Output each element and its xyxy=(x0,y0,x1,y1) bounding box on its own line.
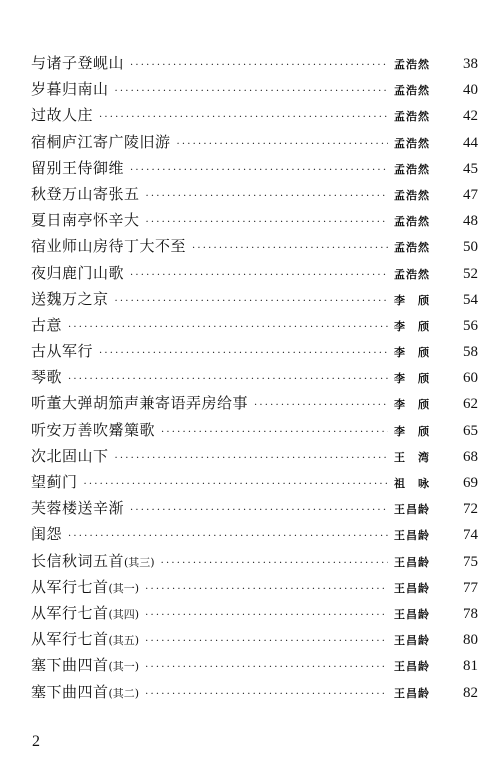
entry-subtitle: (其二) xyxy=(108,686,140,700)
entry-author: 孟浩然 xyxy=(394,110,430,124)
toc-entry[interactable] xyxy=(31,469,478,495)
toc-entry[interactable] xyxy=(31,338,478,364)
dot-leader xyxy=(130,158,388,184)
toc-entry[interactable] xyxy=(31,181,478,207)
entry-subtitle: (其一) xyxy=(108,660,140,674)
entry-title: 岁暮归南山 xyxy=(31,80,109,99)
entry-title: 琴歌 xyxy=(31,368,63,387)
entry-page: 65 xyxy=(463,422,478,439)
dot-leader xyxy=(84,472,388,498)
toc-entry[interactable] xyxy=(31,260,478,286)
entry-author: 李 颀 xyxy=(394,372,430,386)
toc-entry[interactable] xyxy=(31,626,478,652)
entry-title: 送魏万之京 xyxy=(31,289,109,308)
dot-leader xyxy=(130,498,388,524)
entry-author: 孟浩然 xyxy=(394,215,430,229)
dot-leader xyxy=(177,132,388,158)
entry-author: 孟浩然 xyxy=(394,188,430,202)
entry-page: 44 xyxy=(463,134,478,151)
entry-page: 81 xyxy=(463,658,478,675)
entry-author: 孟浩然 xyxy=(394,58,430,71)
table-of-contents xyxy=(31,50,478,705)
dot-leader xyxy=(145,655,388,681)
entry-page: 50 xyxy=(463,239,478,256)
entry-title: 望蓟门 xyxy=(31,473,78,491)
entry-author: 孟浩然 xyxy=(394,84,430,98)
dot-leader xyxy=(115,79,388,105)
entry-page: 75 xyxy=(463,553,478,570)
entry-title: 塞下曲四首(其二) xyxy=(31,682,140,701)
toc-entry[interactable] xyxy=(31,50,478,76)
entry-page: 56 xyxy=(463,317,478,334)
entry-title: 夏日南亭怀辛大 xyxy=(31,211,140,230)
dot-leader xyxy=(145,682,388,708)
toc-entry[interactable] xyxy=(31,76,478,102)
entry-author: 王昌龄 xyxy=(394,686,430,700)
dot-leader xyxy=(68,315,388,341)
entry-author: 王昌龄 xyxy=(394,503,430,517)
dot-leader xyxy=(115,289,388,315)
entry-title: 秋登万山寄张五 xyxy=(31,184,140,203)
entry-page: 52 xyxy=(463,265,478,282)
entry-author: 李 颀 xyxy=(394,293,430,307)
entry-author: 祖 咏 xyxy=(394,477,430,490)
entry-title: 次北固山下 xyxy=(31,446,109,465)
entry-page: 60 xyxy=(463,370,478,387)
entry-author: 孟浩然 xyxy=(394,162,430,176)
entry-author: 李 颀 xyxy=(394,319,430,333)
entry-title: 芙蓉楼送辛渐 xyxy=(31,499,125,518)
entry-page: 69 xyxy=(463,475,478,491)
entry-page: 54 xyxy=(463,291,478,308)
toc-entry[interactable] xyxy=(31,233,478,259)
dot-leader xyxy=(130,53,388,79)
toc-entry[interactable] xyxy=(31,679,478,705)
entry-subtitle: (其五) xyxy=(108,634,140,648)
entry-page: 72 xyxy=(463,501,478,518)
entry-page: 48 xyxy=(463,213,478,230)
toc-entry[interactable] xyxy=(31,443,478,469)
entry-title: 与诸子登岘山 xyxy=(31,54,125,72)
dot-leader xyxy=(254,393,388,419)
dot-leader xyxy=(145,629,388,655)
page-number: 2 xyxy=(32,733,40,750)
entry-subtitle: (其四) xyxy=(108,607,140,621)
entry-title: 从军行七首(其五) xyxy=(31,630,140,649)
entry-title: 塞下曲四首(其一) xyxy=(31,656,140,675)
dot-leader xyxy=(161,420,388,446)
dot-leader xyxy=(130,263,388,289)
dot-leader xyxy=(145,577,388,603)
entry-title: 宿业师山房待丁大不至 xyxy=(31,237,187,256)
entry-author: 孟浩然 xyxy=(394,267,430,281)
entry-page: 38 xyxy=(463,56,478,72)
entry-author: 李 颀 xyxy=(394,424,430,438)
entry-title: 古意 xyxy=(31,315,63,334)
entry-title: 闺怨 xyxy=(31,525,63,544)
toc-entry[interactable] xyxy=(31,390,478,416)
entry-title: 听安万善吹觱篥歌 xyxy=(31,420,156,439)
dot-leader xyxy=(145,603,388,629)
entry-author: 李 颀 xyxy=(394,398,430,412)
entry-page: 62 xyxy=(463,396,478,413)
entry-author: 王昌龄 xyxy=(394,581,430,595)
entry-page: 74 xyxy=(463,527,478,544)
entry-author: 王 湾 xyxy=(394,450,430,464)
entry-author: 王昌龄 xyxy=(394,660,430,674)
entry-page: 40 xyxy=(463,82,478,99)
entry-author: 王昌龄 xyxy=(394,607,430,621)
entry-title: 古从军行 xyxy=(31,342,94,361)
toc-entry[interactable] xyxy=(31,600,478,626)
entry-subtitle: (其一) xyxy=(108,581,140,595)
entry-author: 王昌龄 xyxy=(394,634,430,648)
entry-page: 82 xyxy=(463,684,478,701)
entry-title: 长信秋词五首(其三) xyxy=(31,551,155,570)
entry-author: 孟浩然 xyxy=(394,136,430,150)
entry-title: 夜归鹿门山歌 xyxy=(31,263,125,282)
entry-title: 听董大弹胡笳声兼寄语弄房给事 xyxy=(31,394,249,413)
entry-page: 47 xyxy=(463,186,478,203)
entry-author: 王昌龄 xyxy=(394,529,430,543)
entry-page: 78 xyxy=(463,605,478,622)
toc-entry[interactable] xyxy=(31,155,478,181)
dot-leader xyxy=(161,551,388,577)
dot-leader xyxy=(99,341,388,367)
dot-leader xyxy=(192,236,388,262)
entry-title: 从军行七首(其一) xyxy=(31,577,140,596)
entry-subtitle: (其三) xyxy=(124,555,155,569)
toc-entry[interactable] xyxy=(31,495,478,521)
entry-page: 45 xyxy=(463,160,478,177)
entry-author: 李 颀 xyxy=(394,346,430,360)
entry-page: 58 xyxy=(463,344,478,361)
entry-page: 80 xyxy=(463,632,478,649)
entry-author: 王昌龄 xyxy=(394,555,430,569)
toc-entry[interactable] xyxy=(31,574,478,600)
entry-page: 77 xyxy=(463,579,478,596)
dot-leader xyxy=(115,446,388,472)
entry-title: 从军行七首(其四) xyxy=(31,603,140,622)
toc-entry[interactable] xyxy=(31,129,478,155)
toc-entry[interactable] xyxy=(31,521,478,547)
toc-entry[interactable] xyxy=(31,364,478,390)
toc-entry[interactable] xyxy=(31,312,478,338)
toc-entry[interactable] xyxy=(31,286,478,312)
dot-leader xyxy=(146,184,388,210)
toc-entry[interactable] xyxy=(31,417,478,443)
toc-entry[interactable] xyxy=(31,207,478,233)
toc-entry[interactable] xyxy=(31,652,478,678)
entry-page: 42 xyxy=(463,108,478,125)
entry-title: 宿桐庐江寄广陵旧游 xyxy=(31,132,171,151)
entry-author: 孟浩然 xyxy=(394,241,430,255)
entry-page: 68 xyxy=(463,448,478,465)
entry-title: 留别王侍御维 xyxy=(31,158,125,177)
toc-entry[interactable] xyxy=(31,102,478,128)
entry-title: 过故人庄 xyxy=(31,106,94,125)
toc-entry[interactable] xyxy=(31,548,478,574)
